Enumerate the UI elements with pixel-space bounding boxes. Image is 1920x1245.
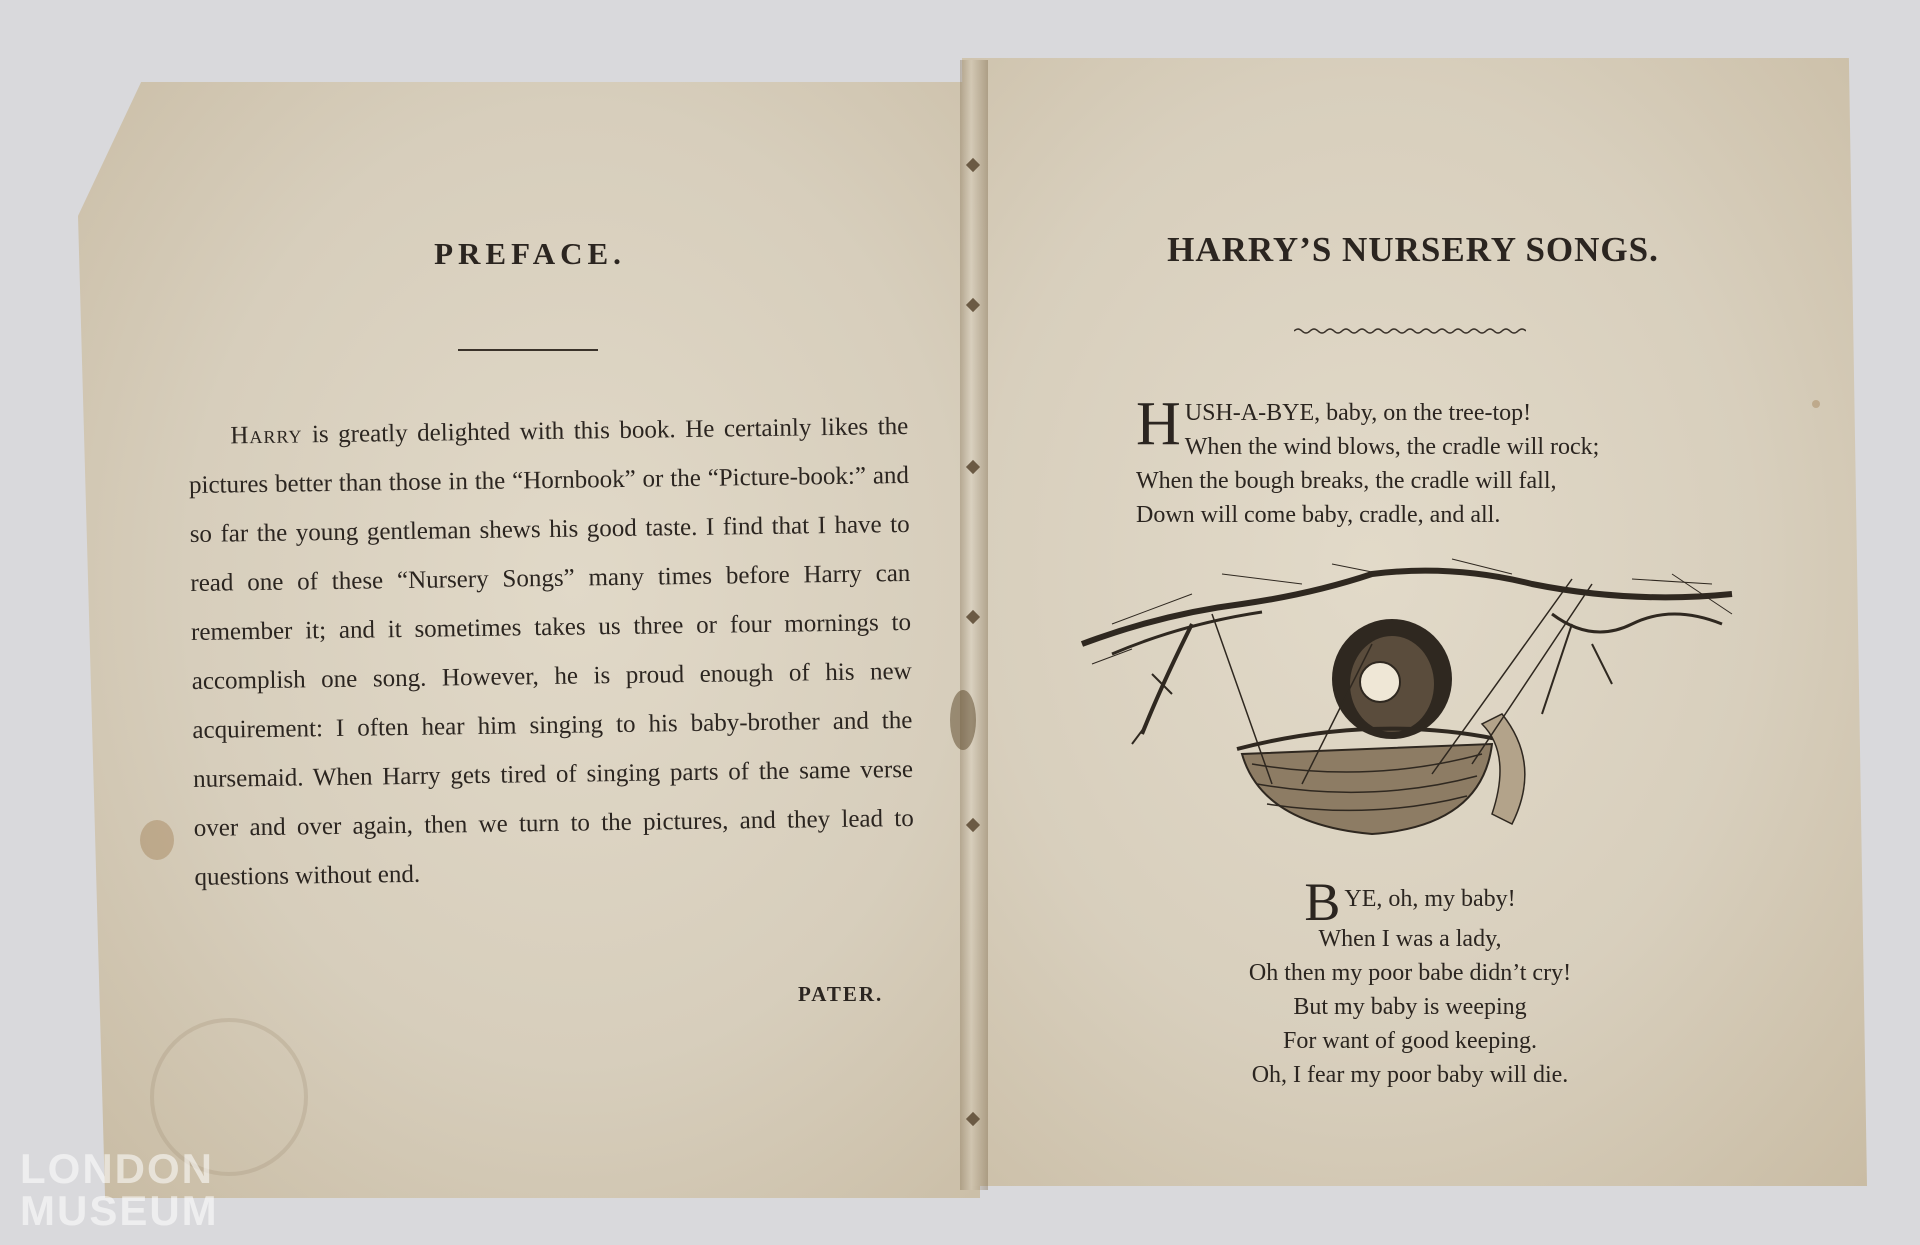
verse-line: Down will come baby, cradle, and all.	[1136, 502, 1501, 528]
verse-hush-a-bye	[1136, 390, 1600, 532]
verse-line: Oh, I fear my poor baby will die.	[1251, 1062, 1569, 1088]
wavy-rule	[1294, 326, 1526, 336]
watermark-line: LONDON	[20, 1145, 214, 1192]
verse-line: USH-A-BYE, baby, on the tree-top!	[1184, 400, 1532, 426]
verse-line: But my baby is weeping	[1293, 994, 1527, 1020]
verse-bye-oh-my-baby	[1220, 872, 1600, 1092]
verse-line: When I was a lady,	[1318, 926, 1502, 952]
preface-title: PREFACE.	[434, 236, 626, 271]
verse-line: When the bough breaks, the cradle will fall,	[1136, 468, 1557, 494]
book-spine	[960, 60, 988, 1190]
verse-line: Oh then my poor babe didn’t cry!	[1248, 960, 1572, 986]
foxing-stain	[950, 690, 976, 750]
preface-text: is greatly delighted with this book. He certainly likes the pictures better than those in the “Hornbook” or the “Picture-book:” and so far the young gentleman shews his good taste. I find that I have to read one of these “Nursery Songs” many times before Harry can remember it; and it sometimes takes us three or four mornings to accomplish one song. However, he is proud enough of his new acquirement: I often hear him singing to his baby-brother and the nursemaid. When Harry gets tired of singing parts of the same verse over and over again, then we turn to the pictures, and they lead to questions without end.	[188, 412, 914, 891]
songs-title: HARRY’S NURSERY SONGS.	[1167, 230, 1659, 269]
verse-line-text: YE, oh, my baby!	[1344, 886, 1516, 912]
museum-watermark	[20, 1145, 219, 1234]
preface-name: Harry	[230, 421, 303, 450]
verse-line	[1220, 872, 1600, 932]
drop-cap: H	[1136, 390, 1181, 458]
verse-line: For want of good keeping.	[1283, 1028, 1537, 1054]
foxing-stain	[140, 820, 174, 860]
foxing-stain	[1812, 400, 1820, 408]
signature: PATER.	[798, 982, 884, 1006]
cradle-illustration	[1072, 554, 1752, 854]
drop-cap: B	[1304, 872, 1341, 932]
watermark-line: MUSEUM	[20, 1187, 219, 1234]
verse-line: When the wind blows, the cradle will rock;	[1184, 434, 1600, 460]
title-rule	[458, 349, 598, 351]
preface-body	[188, 402, 915, 902]
